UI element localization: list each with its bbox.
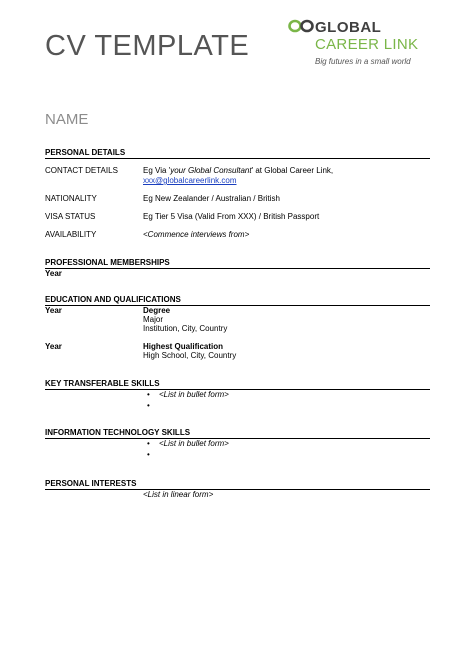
- visa-status-label: VISA STATUS: [45, 212, 96, 221]
- personal-interests-text: <List in linear form>: [143, 490, 214, 499]
- contact-text-italic: your Global Consultant: [170, 166, 252, 175]
- section-heading-key-skills: KEY TRANSFERABLE SKILLS: [45, 379, 160, 388]
- section-divider: [45, 438, 430, 439]
- section-divider: [45, 158, 430, 159]
- key-skills-bullet-1: <List in bullet form>: [159, 390, 229, 399]
- bullet-icon: •: [147, 401, 150, 410]
- cv-title: CV TEMPLATE: [45, 30, 250, 62]
- visa-status-value: Eg Tier 5 Visa (Valid From XXX) / British Passport: [143, 212, 320, 221]
- logo-line-1: GLOBAL: [315, 19, 382, 36]
- contact-details-label: CONTACT DETAILS: [45, 166, 118, 175]
- section-divider: [45, 389, 430, 390]
- it-skills-bullet-1: <List in bullet form>: [159, 439, 229, 448]
- bullet-icon: •: [147, 450, 150, 459]
- section-heading-personal-interests: PERSONAL INTERESTS: [45, 479, 137, 488]
- section-divider: [45, 268, 430, 269]
- name-placeholder: NAME: [45, 111, 89, 128]
- education-year-1: Year: [45, 306, 62, 315]
- section-heading-personal-details: PERSONAL DETAILS: [45, 148, 126, 157]
- logo-line-2: CAREER LINK: [315, 36, 419, 53]
- availability-label: AVAILABILITY: [45, 230, 97, 239]
- bullet-icon: •: [147, 390, 150, 399]
- education-degree-institution: Institution, City, Country: [143, 324, 228, 333]
- infinity-logo-icon: [288, 19, 314, 33]
- contact-text-pre: Eg Via ': [143, 166, 171, 175]
- logo-tagline: Big futures in a small world: [315, 57, 411, 66]
- contact-text-post: ' at Global Career Link,: [251, 166, 334, 175]
- contact-email-link[interactable]: xxx@globalcareerlink.com: [143, 176, 237, 185]
- contact-details-value: [143, 166, 333, 175]
- availability-value: <Commence interviews from>: [143, 230, 250, 239]
- section-divider: [45, 305, 430, 306]
- section-heading-memberships: PROFESSIONAL MEMBERSHIPS: [45, 258, 170, 267]
- education-year-2: Year: [45, 342, 62, 351]
- global-career-link-logo: [288, 17, 438, 69]
- education-degree-major: Major: [143, 315, 164, 324]
- section-heading-education: EDUCATION AND QUALIFICATIONS: [45, 295, 181, 304]
- nationality-label: NATIONALITY: [45, 194, 97, 203]
- education-qualification-title: Highest Qualification: [143, 342, 224, 351]
- membership-year-label: Year: [45, 269, 62, 278]
- bullet-icon: •: [147, 439, 150, 448]
- education-qualification-school: High School, City, Country: [143, 351, 237, 360]
- section-heading-it-skills: INFORMATION TECHNOLOGY SKILLS: [45, 428, 191, 437]
- section-divider: [45, 489, 430, 490]
- education-degree-title: Degree: [143, 306, 171, 315]
- nationality-value: Eg New Zealander / Australian / British: [143, 194, 280, 203]
